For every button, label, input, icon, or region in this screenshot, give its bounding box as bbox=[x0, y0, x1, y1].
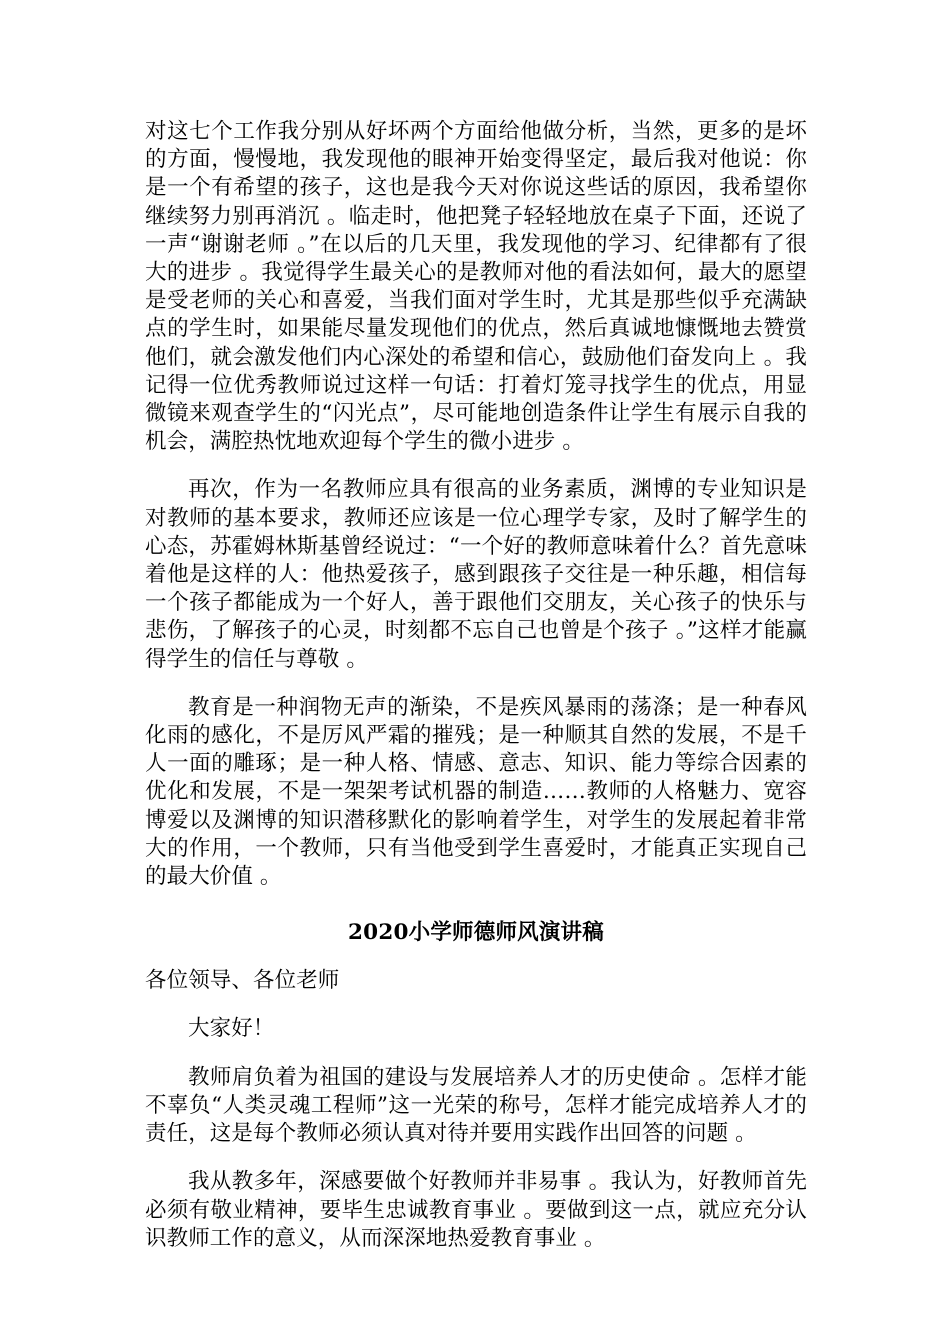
paragraph-teacher-mission: 教师肩负着为祖国的建设与发展培养人才的历史使命 。怎样才能不辜负“人类灵魂工程师”这一光荣的称号，怎样才能完成培养人才的责任，这是每个教师必须认真对待并要用实践作出回答的问题 。 bbox=[145, 1064, 807, 1147]
paragraph-education-nature: 教育是一种润物无声的渐染，不是疾风暴雨的荡涤；是一种春风化雨的感化，不是厉风严霜的摧残；是一种顺其自然的发展，不是千人一面的雕琢；是一种人格、情感、意志、知识、能力等综合因素的优化和发展，不是一架架考试机器的制造……教师的人格魅力、宽容博爱以及渊博的知识潜移默化的影响着学生，对学生的发展起着非常大的作用，一个教师，只有当他受到学生喜爱时，才能真正实现自己的最大价值 。 bbox=[145, 694, 807, 890]
speech-title: 2020小学师德师风演讲稿 bbox=[348, 920, 604, 946]
paragraph-continuation: 对这七个工作我分别从好坏两个方面给他做分析，当然，更多的是坏的方面，慢慢地，我发现他的眼神开始变得坚定，最后我对他说：你是一个有希望的孩子，这也是我今天对你说这些话的原因，我希望你继续努力别再消沉 。临走时，他把凳子轻轻地放在桌子下面，还说了一声“谢谢老师 。”在以后的几天里，我发现他的学习、纪律都有了很大的进步 。我觉得学生最关心的是教师对他的看法如何，最大的愿望是受老师的关心和喜爱，当我们面对学生时，尤其是那些似乎充满缺点的学生时，如果能尽量发现他们的优点，然后真诚地慷慨地去赞赏他们，就会激发他们内心深处的希望和信心，鼓励他们奋发向上 。我记得一位优秀教师说过这样一句话：打着灯笼寻找学生的优点，用显微镜来观查学生的“闪光点”，尽可能地创造条件让学生有展示自我的机会，满腔热忱地欢迎每个学生的微小进步 。 bbox=[145, 119, 807, 455]
paragraph-professional-quality: 再次，作为一名教师应具有很高的业务素质，渊博的专业知识是对教师的基本要求，教师还应该是一位心理学专家，及时了解学生的心态，苏霍姆林斯基曾经说过：“一个好的教师意味着什么？首先意味着他是这样的人：他热爱孩子，感到跟孩子交往是一种乐趣，相信每一个孩子都能成为一个好人，善于跟他们交朋友，关心孩子的快乐与悲伤，了解孩子的心灵，时刻都不忘自己也曾是个孩子 。”这样才能赢得学生的信任与尊敬 。 bbox=[145, 477, 807, 672]
salutation: 各位领导、各位老师 bbox=[145, 968, 340, 994]
document-page bbox=[145, 118, 807, 1253]
greeting: 大家好！ bbox=[188, 1016, 275, 1042]
paragraph-dedication: 我从教多年，深感要做个好教师并非易事 。我认为，好教师首先必须有敬业精神，要毕生忠诚教育事业 。要做到这一点，就应充分认识教师工作的意义，从而深深地热爱教育事业 。 bbox=[145, 1169, 807, 1251]
